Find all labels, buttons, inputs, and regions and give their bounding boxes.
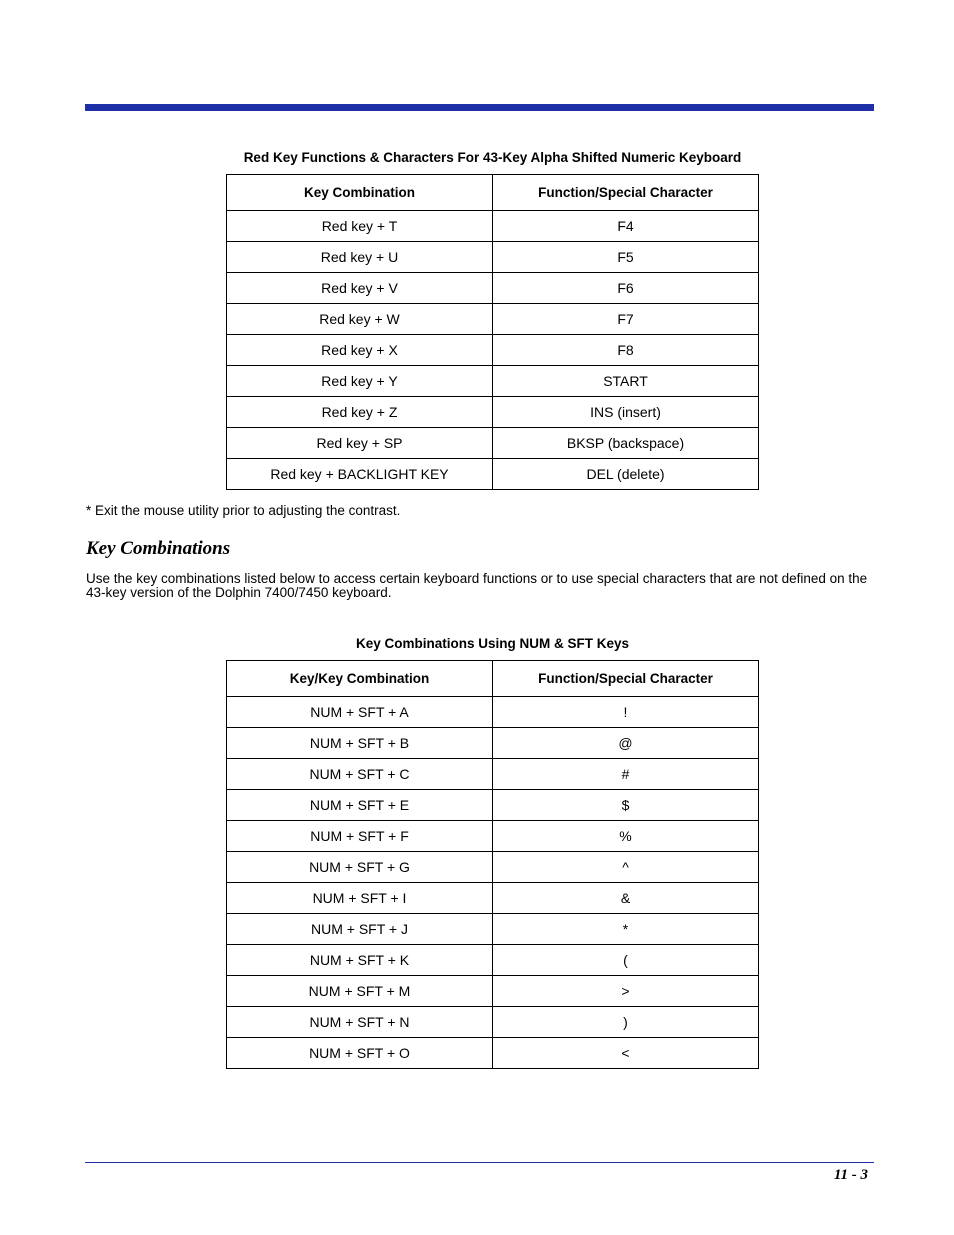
table-row (227, 459, 759, 490)
key-combination-cell: NUM + SFT + E (227, 790, 493, 821)
num-sft-table (226, 660, 759, 1069)
function-cell: < (493, 1038, 759, 1069)
table-row (227, 211, 759, 242)
table-row (227, 428, 759, 459)
key-combination-cell: Red key + T (227, 211, 493, 242)
function-cell: BKSP (backspace) (493, 428, 759, 459)
key-combination-cell: NUM + SFT + M (227, 976, 493, 1007)
function-cell: F7 (493, 304, 759, 335)
table-header-row (227, 661, 759, 697)
footer-rule (85, 1162, 874, 1163)
key-combination-cell: NUM + SFT + K (227, 945, 493, 976)
table-row (227, 914, 759, 945)
key-combination-cell: Red key + X (227, 335, 493, 366)
function-cell: DEL (delete) (493, 459, 759, 490)
function-cell: @ (493, 728, 759, 759)
function-cell: INS (insert) (493, 397, 759, 428)
function-cell: F5 (493, 242, 759, 273)
table-row (227, 976, 759, 1007)
key-combination-cell: NUM + SFT + N (227, 1007, 493, 1038)
table-header-row (227, 175, 759, 211)
function-cell: * (493, 914, 759, 945)
key-combination-cell: Red key + V (227, 273, 493, 304)
body-paragraph: Use the key combinations listed below to access certain keyboard functions or to use special characters that are not defined on the 43-key version of the Dolphin 7400/7450 keyboard. (86, 571, 868, 600)
function-cell: # (493, 759, 759, 790)
table2-caption: Key Combinations Using NUM & SFT Keys (355, 636, 630, 651)
column-header: Key Combination (227, 175, 493, 211)
function-cell: > (493, 976, 759, 1007)
key-combination-cell: Red key + Y (227, 366, 493, 397)
function-cell: F8 (493, 335, 759, 366)
function-cell: ( (493, 945, 759, 976)
key-combination-cell: NUM + SFT + C (227, 759, 493, 790)
function-cell: $ (493, 790, 759, 821)
table-row (227, 852, 759, 883)
key-combination-cell: NUM + SFT + A (227, 697, 493, 728)
table-row (227, 790, 759, 821)
table1-caption: Red Key Functions & Characters For 43-Key Alpha Shifted Numeric Keyboard (243, 150, 742, 165)
table-row (227, 945, 759, 976)
table-row (227, 821, 759, 852)
key-combination-cell: Red key + W (227, 304, 493, 335)
key-combination-cell: Red key + BACKLIGHT KEY (227, 459, 493, 490)
table-row (227, 883, 759, 914)
footnote: * Exit the mouse utility prior to adjusting the contrast. (86, 503, 401, 518)
key-combination-cell: Red key + U (227, 242, 493, 273)
function-cell: & (493, 883, 759, 914)
key-combination-cell: NUM + SFT + J (227, 914, 493, 945)
function-cell: % (493, 821, 759, 852)
function-cell: ^ (493, 852, 759, 883)
function-cell: ! (493, 697, 759, 728)
red-key-table (226, 174, 759, 490)
key-combination-cell: NUM + SFT + O (227, 1038, 493, 1069)
column-header: Function/Special Character (493, 661, 759, 697)
table-row (227, 759, 759, 790)
table-row (227, 1038, 759, 1069)
key-combination-cell: NUM + SFT + F (227, 821, 493, 852)
key-combination-cell: Red key + SP (227, 428, 493, 459)
page-number: 11 - 3 (833, 1167, 868, 1183)
table-row (227, 697, 759, 728)
column-header: Function/Special Character (493, 175, 759, 211)
table-row (227, 273, 759, 304)
table-row (227, 242, 759, 273)
table-row (227, 366, 759, 397)
key-combination-cell: Red key + Z (227, 397, 493, 428)
function-cell: F6 (493, 273, 759, 304)
key-combination-cell: NUM + SFT + I (227, 883, 493, 914)
key-combination-cell: NUM + SFT + B (227, 728, 493, 759)
table-row (227, 304, 759, 335)
function-cell: ) (493, 1007, 759, 1038)
function-cell: F4 (493, 211, 759, 242)
function-cell: START (493, 366, 759, 397)
header-rule (85, 104, 874, 111)
table-row (227, 728, 759, 759)
key-combination-cell: NUM + SFT + G (227, 852, 493, 883)
table-row (227, 397, 759, 428)
section-title: Key Combinations (86, 538, 231, 559)
table-row (227, 1007, 759, 1038)
table-row (227, 335, 759, 366)
column-header: Key/Key Combination (227, 661, 493, 697)
